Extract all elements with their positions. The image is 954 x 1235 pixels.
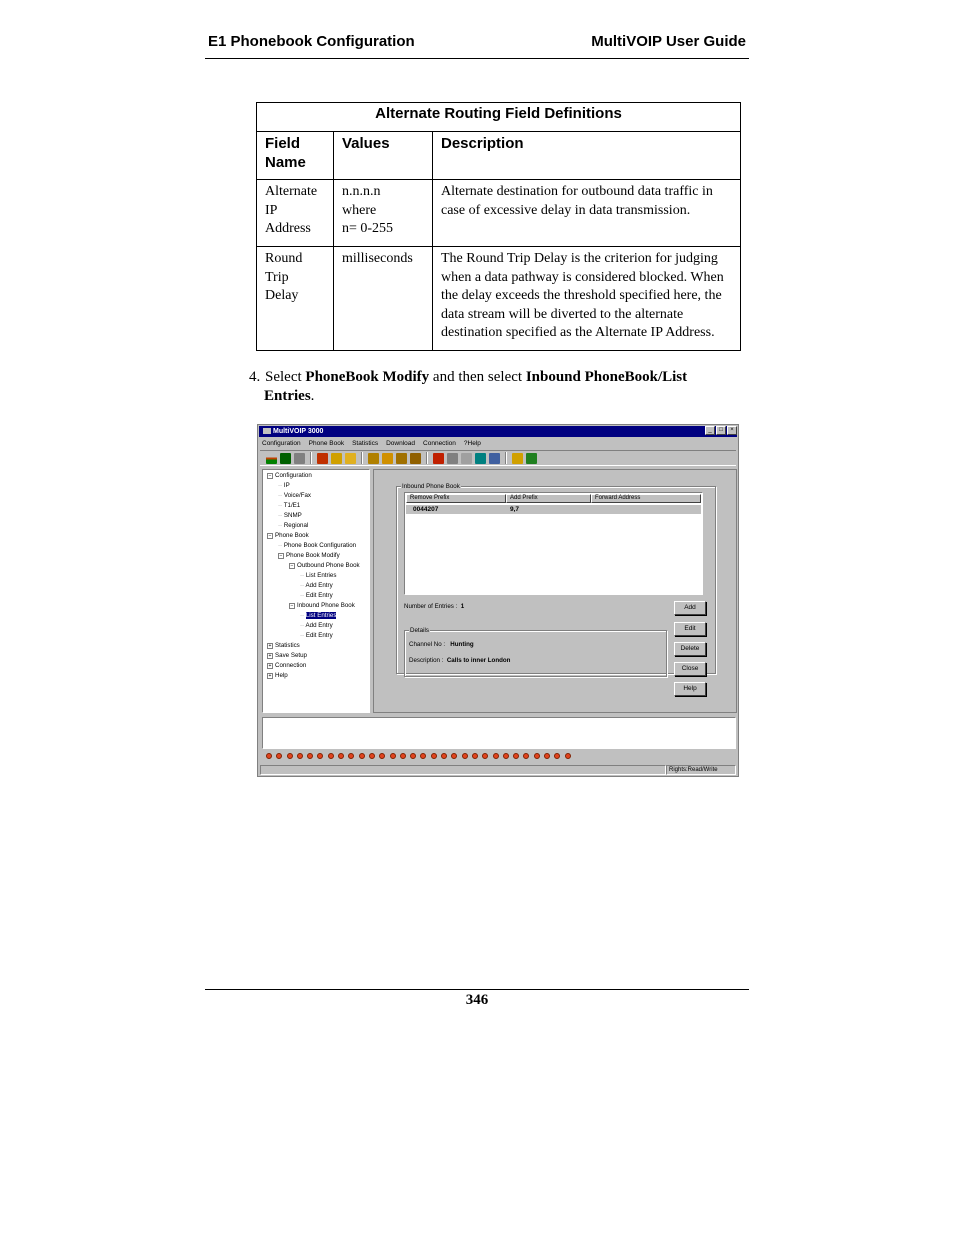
table-caption: Alternate Routing Field Definitions (257, 103, 741, 132)
tree-item[interactable] (267, 651, 307, 660)
refresh-icon[interactable] (447, 453, 458, 464)
navigation-tree (262, 469, 370, 713)
details-title: Details (410, 627, 429, 634)
edit-button[interactable]: Edit (674, 622, 706, 636)
list-header-add-prefix[interactable]: Add Prefix (506, 494, 591, 503)
tree-item[interactable] (289, 561, 360, 570)
description-label: Description : Calls to inner London (409, 657, 511, 664)
toolbar (260, 450, 736, 466)
grid-icon[interactable] (294, 453, 305, 464)
tree-item-label: Help (275, 672, 288, 679)
tree-item[interactable] (300, 621, 333, 630)
tree-item[interactable] (278, 551, 340, 560)
document-icon[interactable] (461, 453, 472, 464)
tree-item[interactable] (278, 511, 302, 520)
collapse-icon[interactable]: − (268, 533, 272, 539)
window-title: MultiVOIP 3000 (273, 428, 324, 435)
menu-connection[interactable]: Connection (423, 440, 456, 447)
channel-led-icon (410, 753, 416, 759)
channel-led-icon (379, 753, 385, 759)
tree-connector-icon: ·· (300, 622, 306, 629)
tree-connector-icon: ·· (300, 582, 306, 589)
channel-led-icon (297, 753, 303, 759)
entries-count-value: 1 (460, 603, 465, 610)
channel-led-icon (369, 753, 375, 759)
tree-item-label: Inbound Phone Book (297, 602, 355, 609)
delete-button[interactable]: Delete (674, 642, 706, 656)
book-icon[interactable] (368, 453, 379, 464)
menu-download[interactable]: Download (386, 440, 416, 447)
tree-item[interactable] (300, 581, 333, 590)
call-icon[interactable] (433, 453, 444, 464)
collapse-icon[interactable]: − (290, 563, 294, 569)
tree-item[interactable] (300, 631, 333, 640)
menu-statistics[interactable]: Statistics (352, 440, 379, 447)
tree-item-label: Add Entry (305, 622, 333, 629)
tree-item-label: Save Setup (275, 652, 307, 659)
tree-item[interactable] (300, 611, 336, 620)
menu-help[interactable]: ?Help (463, 440, 481, 447)
channel-led-icon (503, 753, 509, 759)
tree-item-label: IP (283, 482, 290, 489)
tree-item[interactable] (267, 531, 309, 540)
channel-led-icon (307, 753, 313, 759)
expand-icon[interactable]: + (268, 663, 272, 669)
help-icon[interactable] (526, 453, 537, 464)
app-icon (263, 428, 271, 434)
description-cell: The Round Trip Delay is the criterion for judging when a data pathway is considered blocked. When the delay exceeds the threshold specified here, the data stream will be diverted to the alternate destination specified as the Alternate IP Address. (433, 247, 741, 351)
channel-led-icon (534, 753, 540, 759)
list-header-remove-prefix[interactable]: Remove Prefix (406, 494, 506, 503)
channel-led-icon (441, 753, 447, 759)
tree-item-label: SNMP (283, 512, 302, 519)
phone-icon[interactable] (317, 453, 328, 464)
channel-led-icon (513, 753, 519, 759)
tree-item-label: Configuration (275, 472, 312, 479)
tree-item-label: Phone Book (275, 532, 309, 539)
message-box (262, 717, 736, 749)
globe-icon[interactable] (331, 453, 342, 464)
channel-led-icon (400, 753, 406, 759)
tree-item[interactable] (267, 471, 312, 480)
tree-item[interactable] (267, 661, 306, 670)
phonebook-list[interactable] (404, 492, 703, 595)
tree-item[interactable] (300, 571, 336, 580)
upload-icon[interactable] (512, 453, 523, 464)
running-header-left: E1 Phonebook Configuration (208, 33, 415, 50)
column-header-field-name: Field Name (257, 132, 334, 180)
collapse-icon[interactable]: − (279, 553, 283, 559)
description-value: Calls to inner London (446, 657, 511, 664)
channel-led-icon (287, 753, 293, 759)
graph-icon[interactable] (489, 453, 500, 464)
menu-phone-book[interactable]: Phone Book (308, 440, 345, 447)
channel-led-icon (523, 753, 529, 759)
tree-item-label: Voice/Fax (283, 492, 312, 499)
monitor-icon[interactable] (280, 453, 291, 464)
channel-led-icon (451, 753, 457, 759)
field-name-cell: Alternate IP Address (257, 180, 334, 247)
tree-item-label: Phone Book Configuration (283, 542, 357, 549)
channel-led-icon (482, 753, 488, 759)
tree-item[interactable] (267, 641, 300, 650)
add-button[interactable]: Add (674, 601, 706, 615)
tree-item-label: Statistics (275, 642, 300, 649)
tree-item-label: Edit Entry (305, 592, 333, 599)
values-cell: n.n.n.n where n= 0-255 (334, 180, 433, 247)
maximize-button[interactable]: □ (716, 426, 726, 435)
tree-item-label: Edit Entry (305, 632, 333, 639)
values-cell: milliseconds (334, 247, 433, 351)
column-header-values: Values (334, 132, 433, 180)
tree-connector-icon: ·· (300, 572, 306, 579)
cell-remove-prefix: 0044207 (413, 506, 439, 513)
channel-led-icon (565, 753, 571, 759)
tree-item-label: Connection (275, 662, 307, 669)
tree-item-label: List Entries (305, 572, 337, 579)
network-icon[interactable] (266, 453, 277, 464)
channel-led-icon (431, 753, 437, 759)
status-rights: Rights:Read/Write (666, 765, 736, 775)
channel-led-icon (390, 753, 396, 759)
table-row (257, 180, 741, 247)
channel-label: Channel No : Hunting (409, 641, 474, 648)
content-panel (373, 469, 737, 713)
tree-item[interactable] (278, 481, 290, 490)
channel-led-icon (266, 753, 272, 759)
group-title: Inbound Phone Book (402, 483, 460, 490)
tree-item[interactable] (278, 491, 311, 500)
tree-connector-icon: ·· (278, 482, 284, 489)
channel-led-icon (420, 753, 426, 759)
title-bar[interactable] (259, 426, 737, 437)
stats-icon[interactable] (475, 453, 486, 464)
entries-count-label: Number of Entries : 1 (404, 603, 465, 610)
table-row[interactable] (406, 505, 701, 514)
channel-led-icon (276, 753, 282, 759)
description-cell: Alternate destination for outbound data traffic in case of excessive delay in data transmission. (433, 180, 741, 247)
close-dialog-button[interactable]: Close (674, 662, 706, 676)
tree-connector-icon: ·· (300, 632, 306, 639)
tree-item-label: List Entries (305, 612, 337, 619)
tree-connector-icon: ·· (278, 522, 284, 529)
book-add-icon[interactable] (382, 453, 393, 464)
channel-led-icon (493, 753, 499, 759)
channel-led-icon (328, 753, 334, 759)
gear-icon[interactable] (345, 453, 356, 464)
book-edit-icon[interactable] (396, 453, 407, 464)
tree-item[interactable] (300, 591, 333, 600)
details-group (404, 627, 667, 677)
cell-add-prefix: 9,7 (510, 506, 520, 513)
status-bar (260, 765, 736, 775)
tree-connector-icon: ·· (278, 492, 284, 499)
instruction-step: 4. Select PhoneBook Modify and then select Inbound PhoneBook/List Entries. (249, 369, 688, 404)
expand-icon[interactable]: + (268, 643, 272, 649)
menu-bar (262, 438, 481, 449)
help-button[interactable]: Help (674, 682, 706, 696)
channel-led-icon (338, 753, 344, 759)
collapse-icon[interactable]: − (290, 603, 294, 609)
collapse-icon[interactable]: − (268, 473, 272, 479)
header-rule (205, 58, 749, 59)
book-list-icon[interactable] (410, 453, 421, 464)
channel-led-icon (544, 753, 550, 759)
channel-led-icon (317, 753, 323, 759)
tree-item-label: T1/E1 (283, 502, 301, 509)
channel-led-icon (348, 753, 354, 759)
table-row (257, 247, 741, 351)
alternate-routing-table (256, 102, 741, 351)
tree-connector-icon: ·· (278, 542, 284, 549)
list-header-forward-address[interactable]: Forward Address (591, 494, 701, 503)
menu-configuration[interactable]: Configuration (262, 440, 301, 447)
tree-connector-icon: ·· (278, 512, 284, 519)
tree-item-label: Add Entry (305, 582, 333, 589)
multivoip-window (257, 424, 739, 777)
channel-led-icon (472, 753, 478, 759)
tree-item[interactable] (278, 501, 300, 510)
minimize-button[interactable]: _ (705, 426, 715, 435)
running-header-right: MultiVOIP User Guide (591, 33, 746, 50)
column-header-description: Description (433, 132, 741, 180)
tree-item[interactable] (289, 601, 355, 610)
tree-item[interactable] (278, 541, 356, 550)
tree-connector-icon: ·· (300, 612, 306, 619)
tree-item-label: Outbound Phone Book (297, 562, 360, 569)
tree-item[interactable] (267, 671, 288, 680)
tree-item-label: Phone Book Modify (286, 552, 340, 559)
expand-icon[interactable]: + (268, 653, 272, 659)
status-pane-main (260, 765, 666, 775)
close-button[interactable]: × (727, 426, 737, 435)
channel-led-icon (462, 753, 468, 759)
field-name-cell: Round Trip Delay (257, 247, 334, 351)
channel-led-icon (554, 753, 560, 759)
tree-item[interactable] (278, 521, 308, 530)
channel-led-icon (359, 753, 365, 759)
footer-rule (205, 989, 749, 990)
channel-led-row (266, 753, 571, 759)
page-number: 346 (465, 992, 489, 1008)
tree-item-label: Regional (283, 522, 309, 529)
tree-connector-icon: ·· (300, 592, 306, 599)
channel-value: Hunting (450, 641, 474, 648)
tree-connector-icon: ·· (278, 502, 284, 509)
expand-icon[interactable]: + (268, 673, 272, 679)
